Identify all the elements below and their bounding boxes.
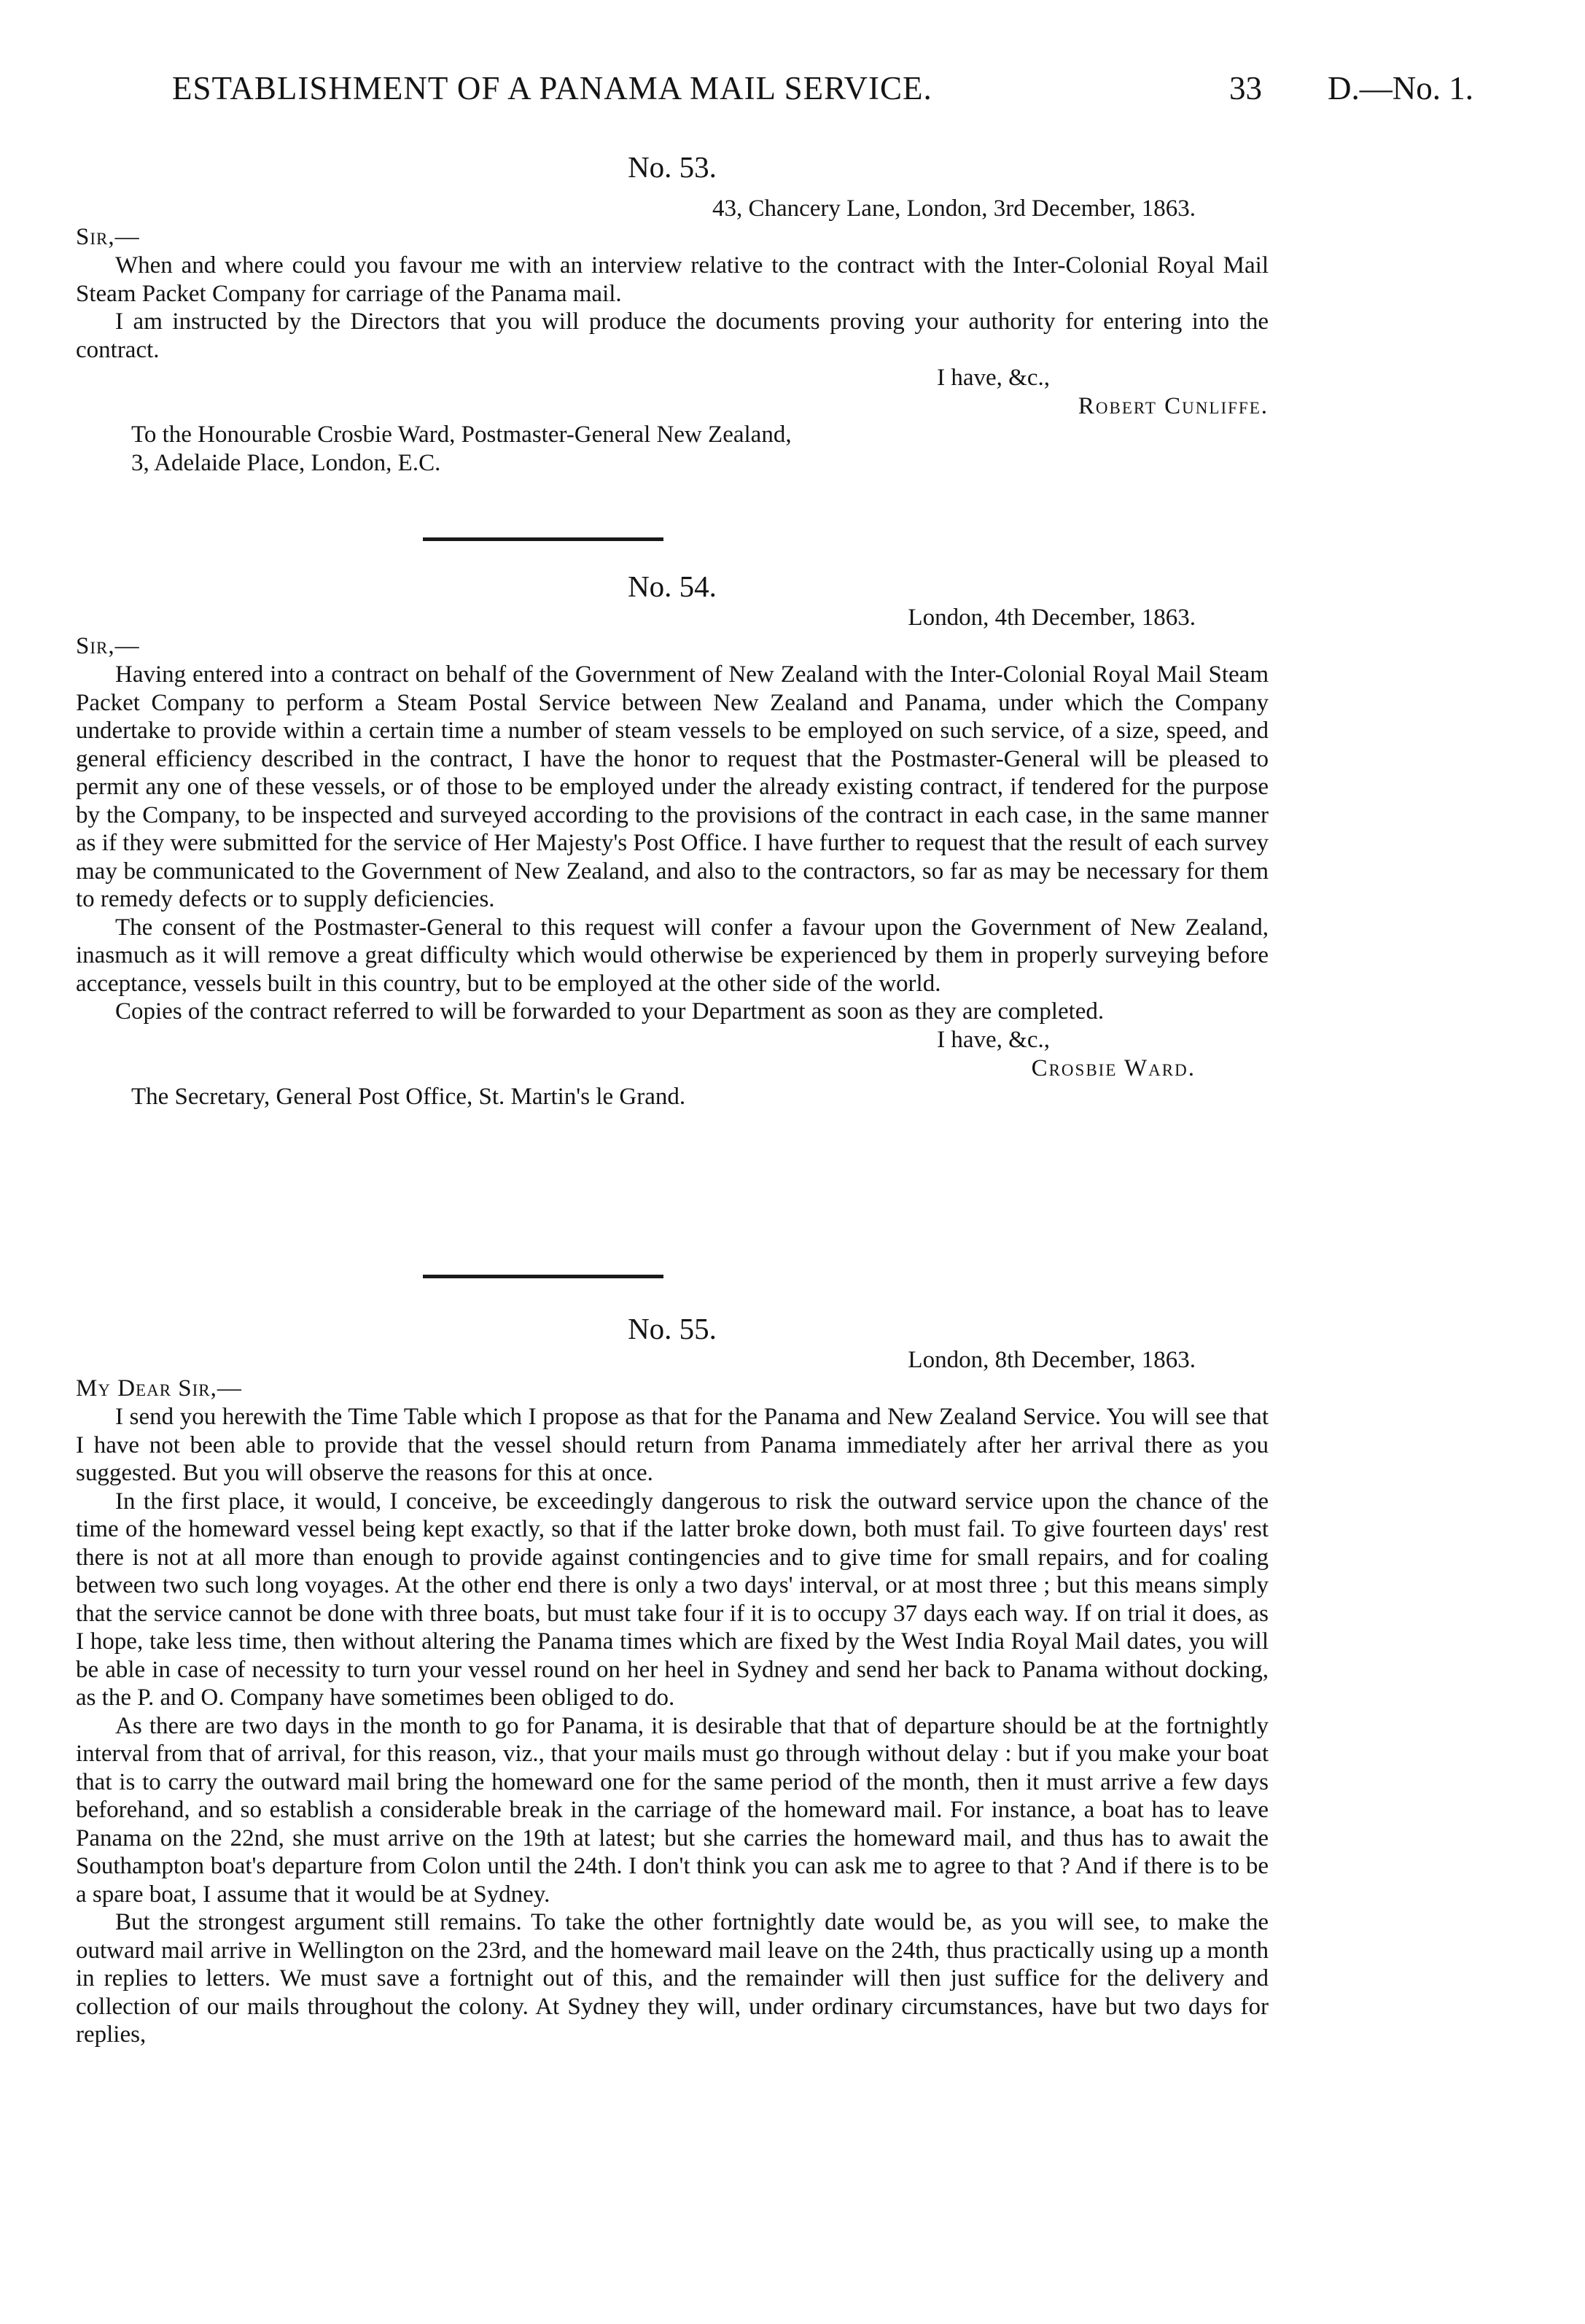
letter-number: No. 54. <box>628 570 717 603</box>
letter-paragraph: As there are two days in the month to go for Panama, it is desirable that that of departure should be at the fortnightly interval from that of arrival, for this reason, viz., that your mails must go through without delay : but if you make your boat that is to carry the outward mail bring the homeward one for the same period of the month, then it must arrive a few days beforehand, and so establish a considerable break in the carriage of the homeward mail. For instance, a boat has to leave Panama on the 22nd, she must arrive on the 19th at latest; but she carries the homeward mail, and thus has to await the Southampton boat's departure from Colon until the 24th. I don't think you can ask me to agree to that ? And if there is to be a spare boat, I assume that it would be at Sydney. <box>76 1712 1269 1908</box>
letter-dateline: 43, Chancery Lane, London, 3rd December, 1863. <box>712 195 1196 222</box>
letter-paragraph: Copies of the contract referred to will be forwarded to your Department as soon as they are completed. <box>115 998 1105 1025</box>
letter-paragraph: Having entered into a contract on behalf of the Government of New Zealand with the Inter-Colonial Royal Mail Steam Packet Company to perform a Steam Postal Service between New Zealand and Panama, under which the Company undertake to provide within a certain time a number of steam vessels to be employed on such service, of a size, speed, and general efficiency described in the contract, I have the honor to request that the Postmaster-General will be pleased to permit any one of these vessels, or of those to be employed under the already existing contract, if tendered for the purpose by the Company, to be inspected and surveyed according to the provisions of the contract in each case, in the same manner as if they were submitted for the service of Her Majesty's Post Office. I have further to request that the result of each survey may be communicated to the Government of New Zealand, and also to the contractors, so far as may be necessary for them to remedy defects or to supply deficiencies. <box>76 661 1269 912</box>
header-title: ESTABLISHMENT OF A PANAMA MAIL SERVICE. <box>172 70 932 106</box>
letter-addressee: To the Honourable Crosbie Ward, Postmaster-General New Zealand, <box>131 421 792 448</box>
letter-paragraph: But the strongest argument still remains. To take the other fortnightly date would be, as you will see, to make the outward mail arrive in Wellington on the 23rd, and the homeward mail leave on the 24th, thus practically using up a month in replies to letters. We must save a fortnight out of this, and the remainder will then just suffice for the delivery and collection of our mails throughout the colony. At Sydney they will, under ordinary circumstances, have but two days for replies, <box>76 1909 1269 2048</box>
letter-addressee-address: 3, Adelaide Place, London, E.C. <box>131 450 441 476</box>
section-divider <box>423 537 663 541</box>
letter-54 <box>76 569 1269 1111</box>
letter-salutation: Sir,— <box>76 224 140 250</box>
section-divider <box>423 1275 663 1278</box>
document-reference: D.—No. 1. <box>1328 70 1473 106</box>
letter-paragraph: In the first place, it would, I conceive, be exceedingly dangerous to risk the outward service upon the chance of the time of the homeward vessel being kept exactly, so that if the latter broke down, both must fail. To give fourteen days' rest there is not at all more than enough to provide against contingencies and to give time for small repairs, and for coaling between two such long voyages. At the other end there is only a two days' interval, or at most three ; but this means simply that the service cannot be done with three boats, but must take four if it is to occupy 37 days each way. If on trial it does, as I hope, take less time, then without altering the Panama times which are fixed by the West India Royal Mail dates, you will be able in case of necessity to turn your vessel round on her heel in Sydney and send her back to Panama without docking, as the P. and O. Company have sometimes been obliged to do. <box>76 1488 1269 1711</box>
letter-signature: Robert Cunliffe. <box>1078 393 1269 419</box>
letter-closing: I have, &c., <box>937 1026 1050 1053</box>
letter-signature: Crosbie Ward. <box>1031 1054 1196 1081</box>
letter-dateline: London, 4th December, 1863. <box>908 605 1196 631</box>
running-header <box>172 69 1563 120</box>
letter-number: No. 55. <box>628 1312 717 1345</box>
letter-paragraph: The consent of the Postmaster-General to this request will confer a favour upon the Government of New Zealand, inasmuch as it will remove a great difficulty which would otherwise be experienced by them in properly surveying before acceptance, vessels built in this country, but to be employed at the other side of the world. <box>76 914 1269 997</box>
letter-53 <box>76 149 1269 478</box>
letter-paragraph: I send you herewith the Time Table which I propose as that for the Panama and New Zealand Service. You will see that I have not been able to provide that the vessel should return from Panama immediately after her arrival there as you suggested. But you will observe the reasons for this at once. <box>76 1404 1269 1486</box>
letter-paragraph: When and where could you favour me with an interview relative to the contract with the Inter-Colonial Royal Mail Steam Packet Company for carriage of the Panama mail. <box>76 252 1269 307</box>
letter-addressee: The Secretary, General Post Office, St. Martin's le Grand. <box>131 1083 686 1110</box>
letter-55 <box>76 1311 1269 2049</box>
letter-salutation: Sir,— <box>76 633 140 659</box>
letter-closing: I have, &c., <box>937 365 1050 391</box>
letter-number: No. 53. <box>628 150 717 184</box>
letter-salutation: My Dear Sir,— <box>76 1375 242 1402</box>
page-number: 33 <box>1229 70 1262 106</box>
letter-dateline: London, 8th December, 1863. <box>908 1347 1196 1373</box>
letter-paragraph: I am instructed by the Directors that you will produce the documents proving your authority for entering into the contract. <box>76 308 1269 363</box>
